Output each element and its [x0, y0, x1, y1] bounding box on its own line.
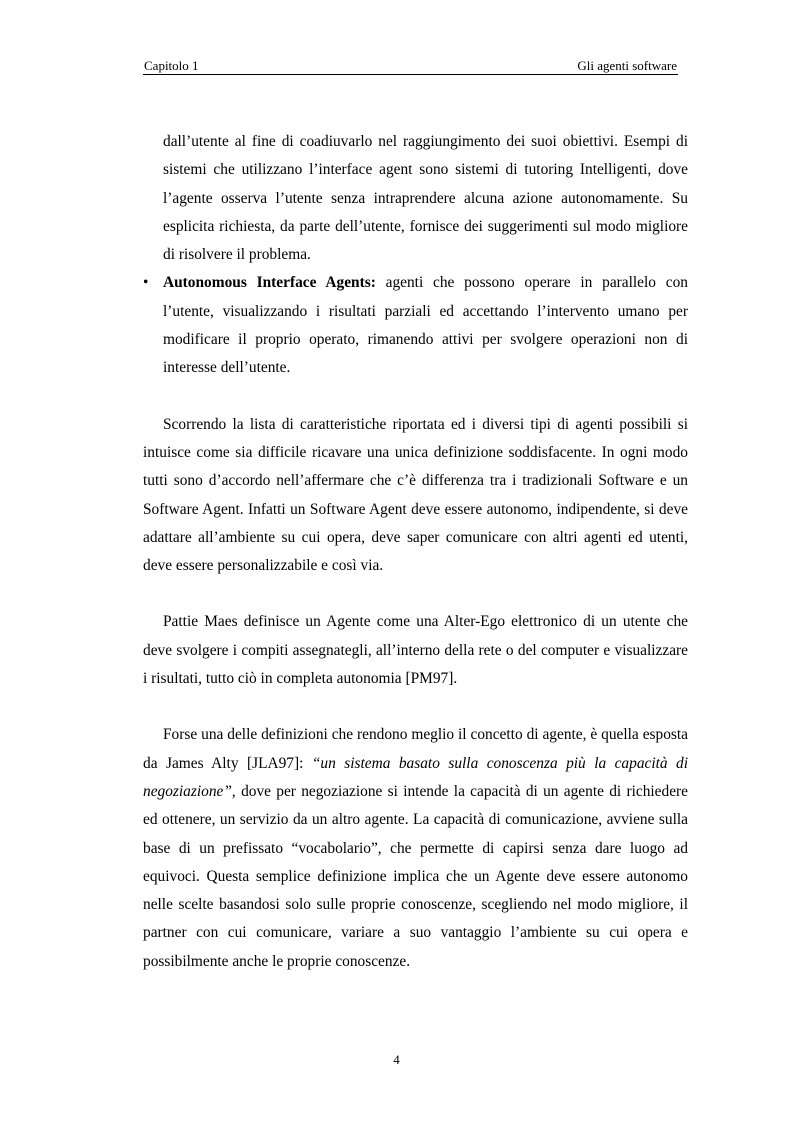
alty-quote: “un sistema basato sulla conoscenza più la capacità di negoziazione”,: [143, 754, 689, 800]
paragraph-alty-end: dove per negoziazione si intende la capacità di un agente di richiedere ed ottenere, un servizio da un altro agente. La capacità di comunicazione, avviene sulla base di un prefissato “vocabolario”, che permette di capirsi senza dare luogo ad equivoci. Questa semplice definizione implica che un Agente deve essere autonomo nelle scelte basandosi solo sulle proprie conoscenze, scegliendo nel modo migliore, il partner con cui comunicare, variare a suo vantaggio l’ambiente su cui opera e possibilmente anche le proprie conoscenze.: [143, 782, 688, 970]
list-item: [143, 269, 688, 382]
body-text: [143, 128, 688, 976]
page-header: [143, 58, 678, 75]
paragraph-alty: [143, 721, 688, 976]
list-item-text: agenti che possono operare in parallelo con l’utente, visualizzando i risultati parziali ed accettando l’intervento umano per modificare il proprio operato, rimanendo attivi per svolgere operazioni non di interesse dell’utente.: [163, 274, 688, 377]
chapter-label: Capitolo 1: [144, 58, 199, 73]
continuation-paragraph: dall’utente al fine di coadiuvarlo nel raggiungimento dei suoi obiettivi. Esempi di sistemi che utilizzano l’interface agent sono sistemi di tutoring Intelligenti, dove l’agente osserva l’utente senza intraprendere alcuna azione autonomamente. Su esplicita richiesta, da parte dell’utente, fornisce dei suggerimenti sul modo migliore di risolvere il problema.: [163, 133, 688, 264]
paragraph-maes: Pattie Maes definisce un Agente come una Alter-Ego elettronico di un utente che deve svolgere i compiti assegnategli, all’interno della rete o del computer e visualizzare i risultati, tutto ciò in completa autonomia [PM97].: [143, 613, 688, 688]
bullet-icon: •: [143, 274, 149, 292]
list-item-term: Autonomous Interface Agents:: [163, 274, 376, 292]
paragraph-alty-start: Forse una delle definizioni che rendono meglio il concetto di agente, è quella esposta da James Alty [JLA97]:: [143, 726, 688, 772]
paragraph-characteristics: Scorrendo la lista di caratteristiche riportata ed i diversi tipi di agenti possibili si intuisce come sia difficile ricavare una unica definizione soddisfacente. In ogni modo tutti sono d’accordo nell’affermare che c’è differenza tra i tradizionali Software e un Software Agent. Infatti un Software Agent deve essere autonomo, indipendente, si deve adattare all’ambiente su cui opera, deve saper comunicare con altri agenti ed utenti, deve essere personalizzabile e così via.: [143, 415, 688, 575]
section-title: Gli agenti software: [577, 58, 677, 73]
page-number: 4: [393, 1052, 400, 1067]
